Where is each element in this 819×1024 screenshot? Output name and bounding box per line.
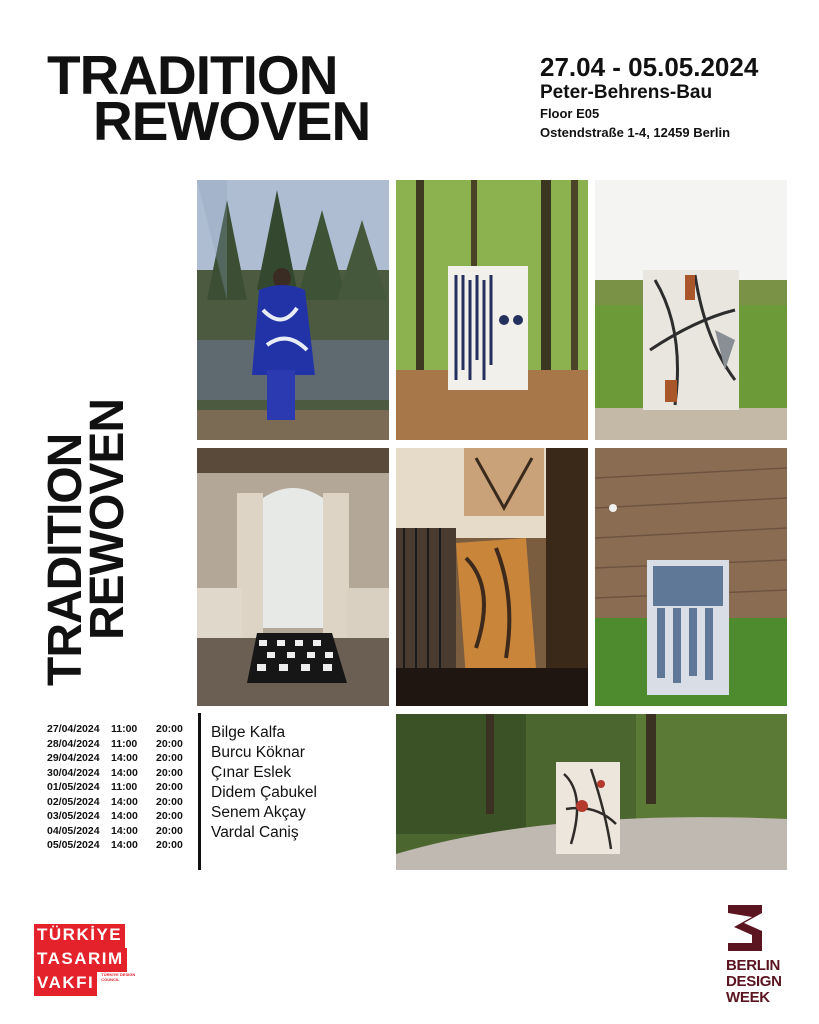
schedule-row: 03/05/2024 14:00 20:00 bbox=[47, 810, 183, 822]
schedule-row: 30/04/2024 14:00 20:00 bbox=[47, 766, 183, 779]
title-line-rewoven: REWOVEN bbox=[93, 90, 371, 152]
designer-name: Çınar Eslek bbox=[211, 764, 292, 781]
bdw-line-week: WEEK bbox=[726, 989, 770, 1006]
event-dates: 27.04 - 05.05.2024 bbox=[540, 52, 759, 82]
designer-name: Senem Akçay bbox=[211, 804, 306, 821]
photo-railing-rug bbox=[396, 448, 588, 706]
designer-name: Burcu Köknar bbox=[211, 744, 305, 761]
turkiye-tasarim-vakfi-logo: TÜRKİYE TASARIM VAKFI TÜRKİYE DESIGN COUNCIL bbox=[34, 924, 154, 996]
vertical-title bbox=[39, 336, 134, 686]
photo-forest-rug bbox=[396, 180, 588, 440]
schedule-row: 01/05/2024 11:00 20:00 bbox=[47, 781, 183, 793]
photo-interior-rug bbox=[197, 448, 389, 706]
schedule-row: 02/05/2024 14:00 20:00 bbox=[47, 795, 183, 808]
photo-blue-cape bbox=[197, 180, 389, 440]
designer-name: Vardal Caniş bbox=[211, 824, 299, 841]
designer-name: Didem Çabukel bbox=[211, 784, 317, 801]
schedule-table bbox=[47, 722, 197, 853]
berlin-design-week-logo bbox=[726, 903, 806, 1013]
title-line-tradition: TRADITION bbox=[47, 44, 338, 106]
event-info bbox=[540, 52, 810, 142]
bdw-mark-icon bbox=[726, 903, 766, 953]
photo-road-rug bbox=[396, 714, 787, 870]
schedule-row: 28/04/2024 11:00 20:00 bbox=[47, 737, 183, 750]
event-venue: Peter-Behrens-Bau bbox=[540, 82, 713, 103]
schedule-row: 29/04/2024 14:00 20:00 bbox=[47, 752, 183, 764]
photo-field-rug bbox=[595, 180, 787, 440]
photo-wall-rug bbox=[595, 448, 787, 706]
schedule-row: 05/05/2024 14:00 20:00 bbox=[47, 839, 183, 851]
event-floor: Floor E05 bbox=[540, 106, 600, 121]
vertical-title-tradition: TRADITION bbox=[39, 433, 92, 686]
bdw-line-berlin: BERLIN bbox=[726, 957, 781, 974]
designer-name: Bilge Kalfa bbox=[211, 724, 286, 741]
poster-title bbox=[47, 44, 407, 152]
vertical-title-rewoven: REWOVEN bbox=[81, 398, 134, 640]
schedule-row: 04/05/2024 14:00 20:00 bbox=[47, 824, 183, 837]
event-address: Ostendstraße 1-4, 12459 Berlin bbox=[540, 125, 731, 140]
schedule-row: 27/04/2024 11:00 20:00 bbox=[47, 723, 183, 735]
bdw-line-design: DESIGN bbox=[726, 973, 782, 990]
schedule-divider bbox=[198, 713, 201, 870]
designer-list bbox=[211, 723, 391, 843]
